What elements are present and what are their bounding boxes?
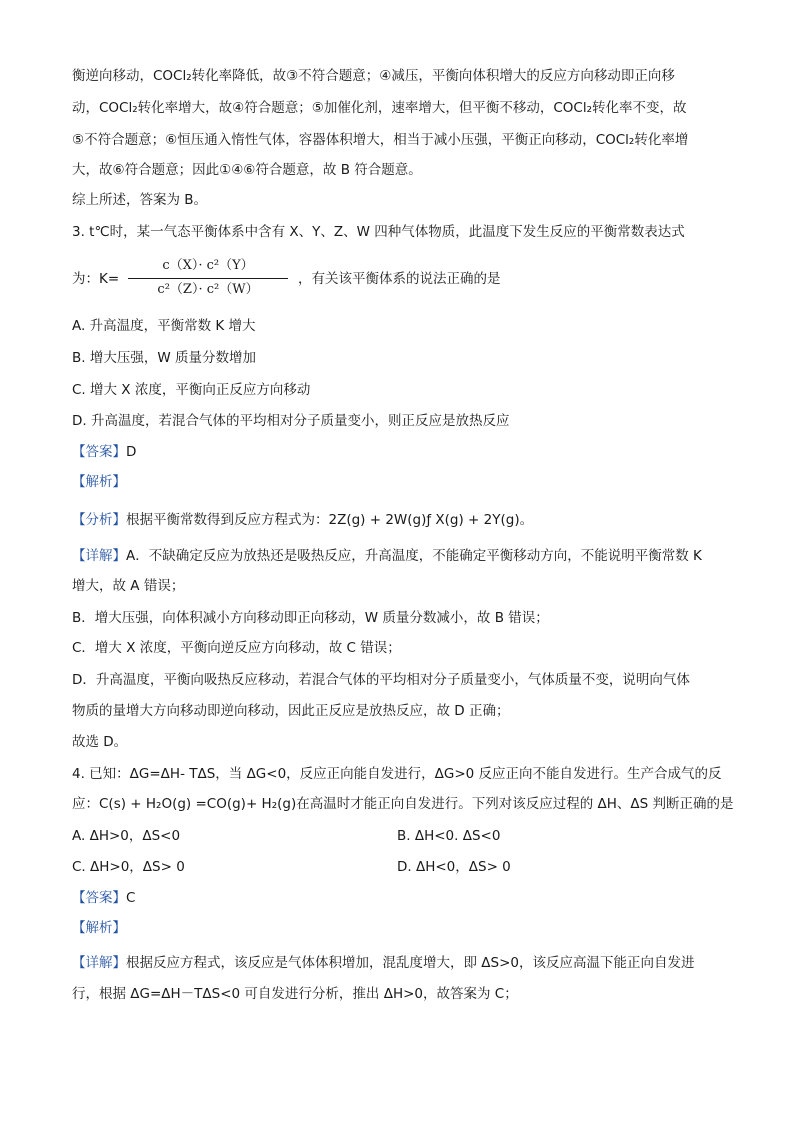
question-4-stem: 应：C(s) + H₂O(g) =CO(g)+ H₂(g)在高温时才能正向自发进行。下列对该反应过程的 ΔH、ΔS 判断正确的是 <box>72 796 734 812</box>
detail-line <box>72 546 722 566</box>
option-a: A. ΔH>0，ΔS<0 <box>72 828 181 844</box>
option-b: B. ΔH<0. ΔS<0 <box>397 828 501 844</box>
fenxi-line <box>72 510 722 530</box>
option-d: D. ΔH<0，ΔS> 0 <box>397 859 511 875</box>
analysis-tag: 【解析】 <box>72 920 126 936</box>
formula-label: 为：K= <box>72 271 120 287</box>
option-b: B. 增大压强，W 质量分数增加 <box>72 350 256 366</box>
text-line: D．升高温度，平衡向吸热反应移动，若混合气体的平均相对分子质量变小，气体质量不变，说明向气体 <box>72 672 690 688</box>
answer-value: C <box>126 890 136 906</box>
fenxi-text: 根据平衡常数得到反应方程式为：2Z(g) + 2W(g)ƒ X(g) + 2Y(g)。 <box>126 512 534 528</box>
answer-line <box>72 442 722 462</box>
detail-tag: 【详解】 <box>72 955 126 971</box>
text-line: 衡逆向移动，COCl₂转化率降低，故③不符合题意；④减压，平衡向体积增大的反应方向移动即正向移 <box>72 68 675 84</box>
question-3-stem: 3. t℃时，某一气态平衡体系中含有 X、Y、Z、W 四种气体物质，此温度下发生反应的平衡常数表达式 <box>72 224 685 240</box>
formula-fraction <box>124 256 292 302</box>
answer-tag: 【答案】 <box>72 444 126 460</box>
detail-text: 根据反应方程式，该反应是气体体积增加，混乱度增大，即 ΔS>0，该反应高温下能正向自发进 <box>126 955 695 971</box>
detail-text: A．不缺确定反应为放热还是吸热反应，升高温度，不能确定平衡移动方向，不能说明平衡常数 K <box>126 548 702 564</box>
text-line: C．增大 X 浓度，平衡向逆反应方向移动，故 C 错误； <box>72 640 401 656</box>
option-c: C. ΔH>0，ΔS> 0 <box>72 859 185 875</box>
analysis-tag: 【解析】 <box>72 474 126 490</box>
fraction-bar <box>128 278 288 279</box>
answer-value: D <box>126 444 137 460</box>
answer-tag: 【答案】 <box>72 890 126 906</box>
detail-tag: 【详解】 <box>72 548 126 564</box>
formula-denominator: c²（Z）· c²（W） <box>157 282 259 297</box>
text-line: 动，COCl₂转化率增大，故④符合题意；⑤加催化剂，速率增大，但平衡不移动，COCl₂转化率不变，故 <box>72 100 687 116</box>
option-c: C. 增大 X 浓度，平衡向正反应方向移动 <box>72 382 311 398</box>
text-line: 物质的量增大方向移动即逆向移动，因此正反应是放热反应，故 D 正确； <box>72 703 510 719</box>
option-a: A. 升高温度，平衡常数 K 增大 <box>72 318 256 334</box>
formula-tail: ，有关该平衡体系的说法正确的是 <box>298 271 501 287</box>
text-line: 大，故⑥符合题意；因此①④⑥符合题意，故 B 符合题意。 <box>72 162 422 178</box>
formula-numerator: c（X）· c²（Y） <box>162 258 254 273</box>
fenxi-tag: 【分析】 <box>72 512 126 528</box>
answer-line <box>72 888 722 908</box>
text-line: 行，根据 ΔG=ΔH－TΔS<0 可自发进行分析，推出 ΔH>0，故答案为 C； <box>72 986 518 1002</box>
text-line: ⑤不符合题意；⑥恒压通入惰性气体，容器体积增大，相当于减小压强，平衡正向移动，COCl₂转化率增 <box>72 132 689 148</box>
text-line: 故选 D。 <box>72 734 128 750</box>
text-line: 综上所述，答案为 B。 <box>72 192 208 208</box>
question-4-stem: 4. 已知：ΔG=ΔH- TΔS，当 ΔG<0，反应正向能自发进行，ΔG>0 反应正向不能自发进行。生产合成气的反 <box>72 766 722 782</box>
text-line: B．增大压强，向体积减小方向移动即正向移动，W 质量分数减小，故 B 错误； <box>72 610 549 626</box>
equilibrium-constant-formula <box>72 256 722 302</box>
detail-line <box>72 953 722 973</box>
option-d: D. 升高温度，若混合气体的平均相对分子质量变小，则正反应是放热反应 <box>72 413 510 429</box>
text-line: 增大，故 A 错误； <box>72 578 185 594</box>
